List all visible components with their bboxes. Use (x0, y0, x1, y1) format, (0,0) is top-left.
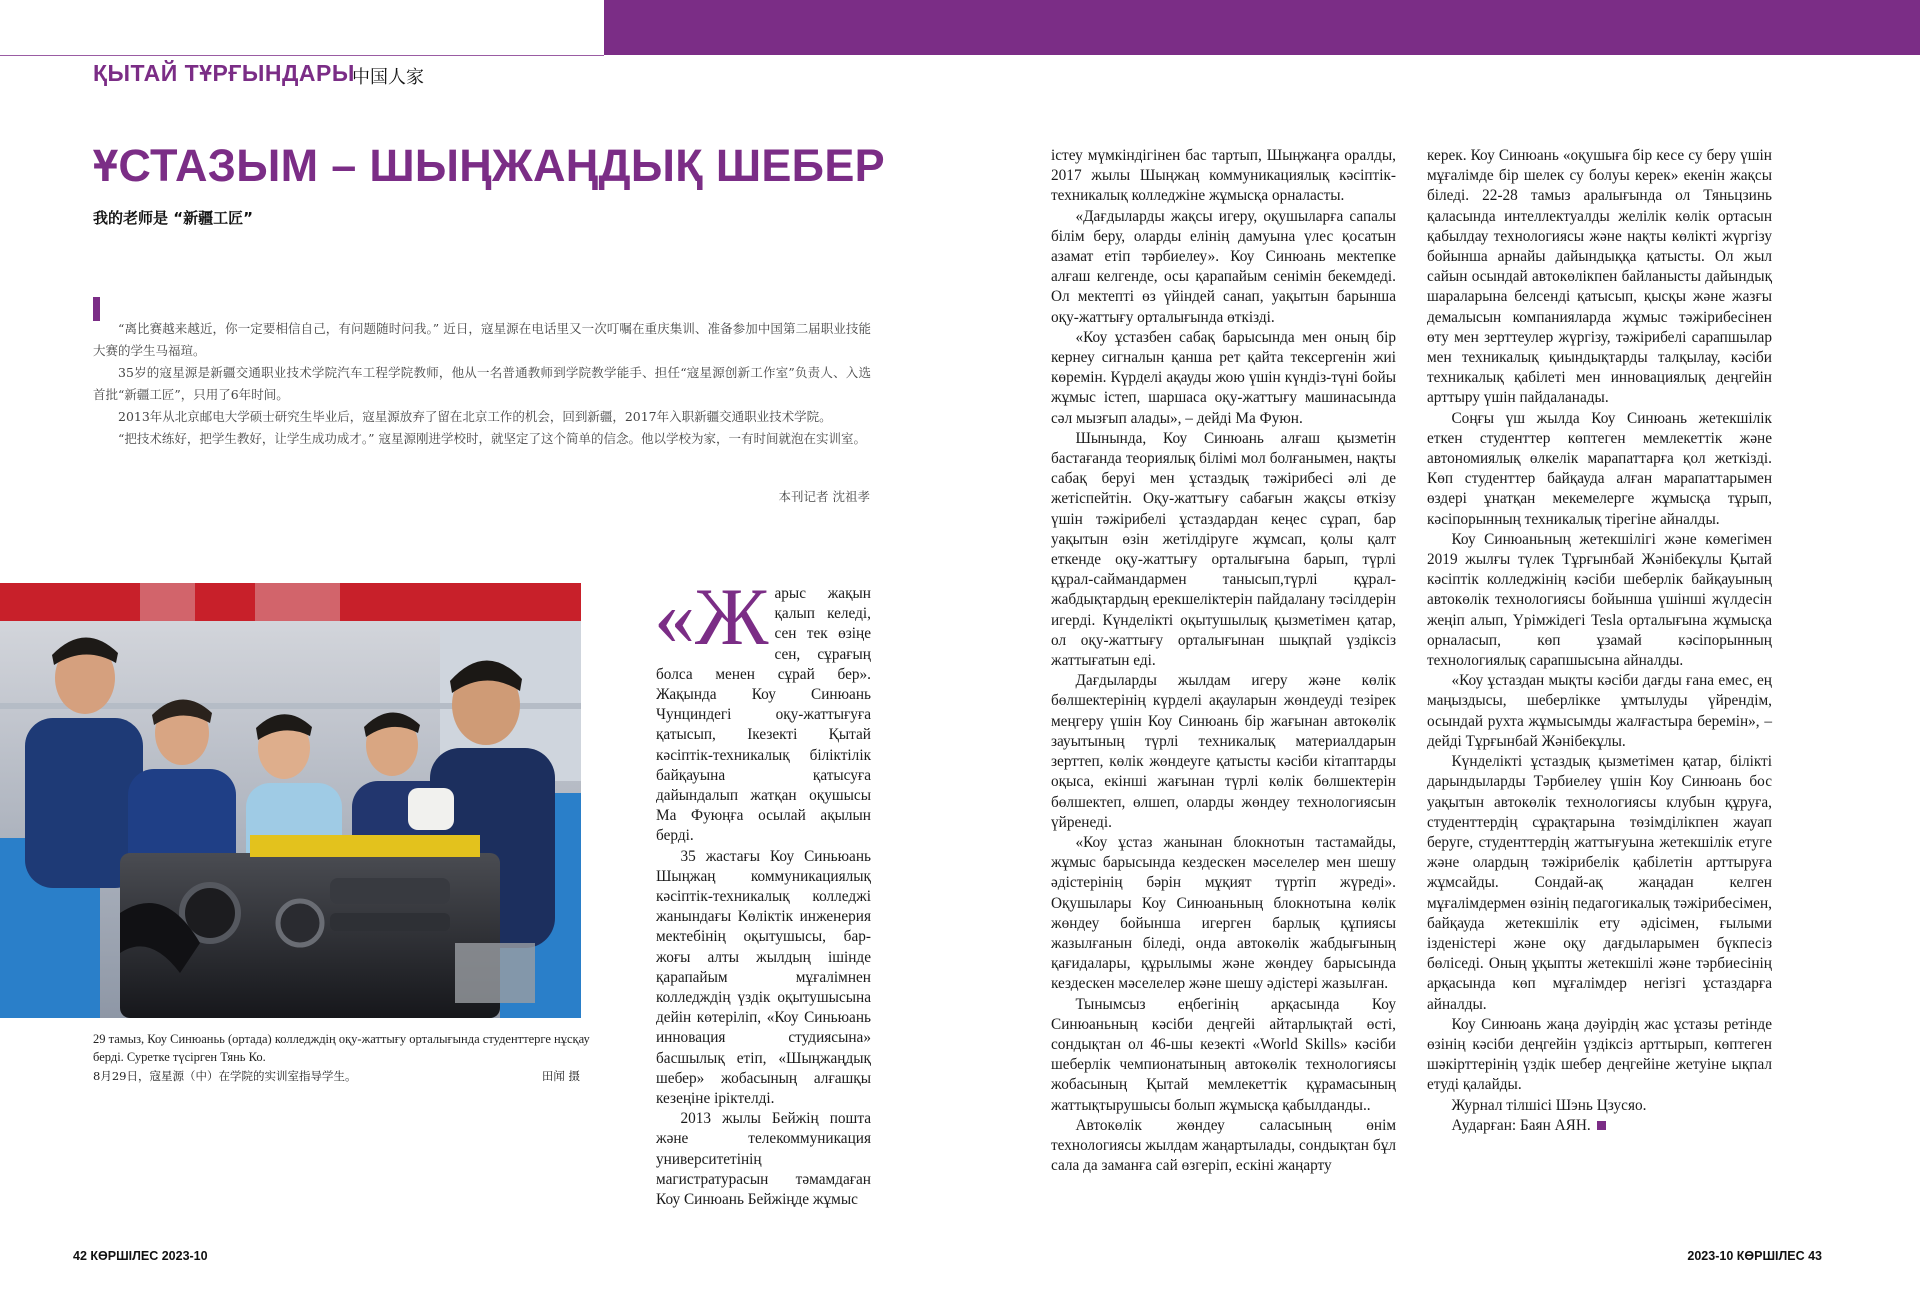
body-paragraph: Соңғы үш жылда Коу Синюань жетекшілік еткен студенттер көптеген мемлекеттік және автономиялық өлкелік марапаттарға қол жеткізді. Көп студенттер байқауда алған марапаттарымен өздері ұнатқан мекемелерге жұмысқа тұрып, кәсіпорынның техникалық тірегіне айналды. (1427, 409, 1772, 528)
body-paragraph: Күнделікті ұстаздық қызметімен қатар, білікті дарындыларды Тәрбиелеу үшін Коу Синюань бос уақытын автокөлік технологиясы клубын құруға, студенттердің сұрақтарына төзімділікпен жауап беруге, студенттердің жаттығуына жетекшілік етуге және олардың тәжірибелік қабілетін арттыруға жұмсайды. Сондай-ақ жаңадан келген мұғалімдермен өзінің педагогикалық тәжірибесімен, байқауда жетекшілік ету әдісімен, ғылыми ізденістері және оқу дағдыларымен бүкпесіз бөліседі. Оның ұқыпты жетекшілі және тәрбиесінің арқасында көп мұғалімдер негізгі ұстаздарға айналды. (1427, 753, 1772, 1013)
signature-journalist: Журнал тілшісі Шэнь Цзусяо. (1451, 1096, 1647, 1114)
article-title: ҰСТАЗЫМ – ШЫҢЖАҢДЫҚ ШЕБЕР (93, 140, 885, 191)
drop-cap: «Ж (654, 571, 769, 662)
body-paragraph: «Коу ұстаз жанынан блокнотын тастамайды, жұмыс барысында кездескен мәселелер мен шешу әдістерінің бәрін мұқият түртіп жүреді». Оқушылары Коу Синюаньның блокнотына көлік жөндеу бойынша игерген барлық құпиясы жазылғанын біледі, онда автокөлік жабдығының қағидалары, құрылымы және жөндеу барысында кездескен мәселелер және шешу әдістері жазылған. (1051, 833, 1396, 993)
body-paragraph: «Коу ұстазбен сабақ барысында мен оның бір кернеу сигналын қанша рет қайта тексергенін жиі көремін. Күрделі ақауды жою үшін күндіз-түні бойы жұмыс істеп, шаршаса оқу-жаттығу машинасында сәл мызғып алады», – дейді Ма Фуюн. (1051, 328, 1396, 427)
top-rule (0, 55, 604, 56)
intro-cn-paragraph: 35岁的寇星源是新疆交通职业技术学院汽车工程学院教师，他从一名普通教师到学院教学能手、担任“寇星源创新工作室”负责人、入选首批“新疆工匠”，只用了6年时间。 (93, 365, 871, 402)
body-paragraph: «Дағдыларды жақсы игеру, оқушыларға сапалы білім беру, оларды елінің дамуына үлес қосатын азамат етіп тәрбиелеу». Коу Синюань мектепке алғаш келгенде, осы қарапайым сенімін бекемдеді. Ол мектепті өз үйіндей санап, уақытын барынша оқу-жаттығу орталығында өткізді. (1051, 207, 1396, 326)
photo-caption-kz: 29 тамыз, Коу Синюаньь (ортада) колледждің оқу-жаттығу орталығында студенттерге нұсқау берді. Суретке түсірген Тянь Ко. (93, 1032, 590, 1064)
body-paragraph: Коу Синюаньның жетекшілігі және көмегімен 2019 жылғы түлек Тұрғынбай Жәнібекұлы Қытай кәсіптік колледжінің кәсіби шеберлік байқауының автокөлік технологиясы бойынша үшінші жүлдесін жеңіп алып, Үрімжідегі Tesla орталығына жұмысқа орналасып, көп ұзамай кәсіпорынның технологиялық сарапшысына айналды. (1427, 530, 1772, 670)
text-column-2 (1051, 146, 1396, 1176)
intro-cn-paragraph: “把技术练好，把学生教好，让学生成功成才。” 寇星源刚进学校时，就坚定了这个简单的信念。他以学校为家，一有时间就泡在实训室。 (118, 431, 867, 446)
text-column-1 (654, 571, 871, 1210)
body-paragraph: Дағдыларды жылдам игеру және көлік бөлшектерінің күрделі ақауларын жөндеуді тезірек меңгеру үшін Коу Синюань бір жағынан автокөлік зауытының түрлі техникалық материалдарын зерттеп, көлік жөндеуге қатысты кәсіби кітаптарды оқыса, екінші жағынан түрлі көлік бөлшектерін бөлшектеп, өлшеп, оларды жөндеу технологиясын үйренеді. (1051, 672, 1396, 831)
signature-translator (1427, 1116, 1772, 1136)
body-paragraph: «Коу ұстаздан мықты кәсіби дағды ғана емес, ең маңыздысы, шеберлікке ұмтылуды үйрендім, осындай рухта жұмысымды жалғастыра беремін», – дейді Тұрғынбай Жәнібекұлы. (1427, 672, 1772, 750)
footer-left-folio: 42 КӨРШІЛЕС 2023-10 (73, 1249, 208, 1263)
body-paragraph: 35 жастағы Коу Синьюань Шыңжаң коммуникациялық кәсіптік-техникалық колледжі жанындағы Көліктік инженерия мектебінің оқытушысы, бар-жоғы алты жылдың ішінде қарапайым мұғалімнен колледждің үздік оқытушысына дейін көтеріліп, «Коу Синьюань инновация студиясына» басшылық етіп, «Шыңжаңдық шебер» жобасының алғашқы кезеңіне іріктелді. (656, 847, 871, 1108)
photo-credit: 田闻 摄 (541, 1069, 580, 1083)
article-photo (0, 583, 581, 1018)
section-title-cn: 中国人家 (352, 67, 424, 88)
intro-cn-paragraph: “离比赛越来越近，你一定要相信自己，有问题随时问我。” 近日，寇星源在电话里又一次叮嘱在重庆集训、准备参加中国第二届职业技能大赛的学生马福瑄。 (93, 321, 871, 358)
body-paragraph: істеу мүмкіндігінен бас тартып, Шыңжаңға оралды, 2017 жылы Шыңжаң коммуникациялық кәсіптік-техникалық колледжіне жұмысқа орналасты. (1051, 147, 1396, 205)
body-paragraph: Шынында, Коу Синюань алғаш қызметін бастағанда теориялық білімі мол болғанымен, нақты сабақ беруі мен ұстаздық тәжірибесі әлі де жетіспейтін. Оқу-жаттығу сабағын жақсы өткізу үшін тәжірибелі ұстаздардан кеңес сұрап, бар уақытын өзін жетілдіруге жұмсап, қолы қалт еткенде оқу-жаттығу орталығына барып, түрлі құрал-саймандармен танысып,түрлі құрал-жабдықтардың ерекшеліктерін пайдалану тәсілдерін игерді. Күнделікті оқытушылық қызметімен қатар, ол оқу-жаттығу орталығынан шықпай үздіксіз жаттығатын еді. (1051, 429, 1396, 670)
section-title: ҚЫТАЙ ТҰРҒЫНДАРЫ (93, 60, 355, 86)
body-paragraph: Коу Синюань жаңа дәуірдің жас ұстазы ретінде өзінің кәсіби деңгейін үздіксіз арттырып, көптеген шәкірттерінің үздік шебер деңгейіне жетуіне ықпал етуді қалайды. (1427, 1015, 1772, 1094)
photo-caption-cn: 8月29日，寇星源（中）在学院的实训室指导学生。 (93, 1069, 357, 1083)
body-paragraph: Тынымсыз еңбегінің арқасында Коу Синюаньның кәсіби деңгейі айтарлықтай өсті, сондықтан ол 46-шы кезекті «World Skills» кәсіби шеберлік чемпионатының автокөлік технологиясы жобасының Қытай мемлекеттік құрамасының жаттықтырушысы болып жұмысқа қабылданды.. (1051, 995, 1396, 1114)
text-column-3 (1427, 146, 1772, 1136)
author-cn: 本刊记者 沈祖孝 (778, 489, 870, 504)
intro-cn-paragraph: 2013年从北京邮电大学硕士研究生毕业后，寇星源放弃了留在北京工作的机会，回到新疆，2017年入职新疆交通职业技术学院。 (118, 409, 832, 424)
translator-text: Аударған: Баян АЯН. (1451, 1116, 1591, 1134)
footer-right-folio: 2023-10 КӨРШІЛЕС 43 (1687, 1249, 1822, 1263)
body-paragraph: Автокөлік жөндеу саласының өнім технологиясы жылдам жаңартылады, сондықтан бұл сала да заманға сай өзгеріп, ескіні жаңарту (1051, 1116, 1396, 1175)
body-paragraph: керек. Коу Синюань «оқушыға бір кесе су беру үшін мұғалімде бір шелек су болуы керек» екенін жақсы біледі. 22-28 тамыз аралығында ол Тяньцзинь қаласында интеллектуалды желілік көлік ортасын қабылдау технологиясы және нақты көлікті жүргізу бойынша арнайы дайындыққа қатысты. Ол жыл сайын осындай автокөлікпен байланысты дайындық шараларына белсенді қатысып, қысқы және жазғы демалысын компанияларда жұмыс тәжірибесінен өту мен зерттеулер жүргізу, тәжірибелі сарапшылар мен техникалық қиындықтарды талқылау, кәсіби техникалық қабілеті мен инновациялық деңгейін арттыру үшін пайдаланады. (1427, 147, 1772, 407)
article-subtitle-cn: 我的老师是 “新疆工匠” (93, 209, 253, 227)
body-paragraph: арыс жақын қалып келеді, сен тек өзіңе сен, сұрағың болса менен сұрай бер». Жақында Коу Синюань Чунциндегі оқу-жаттығуға қатысып, Ікезекті Қытай кәсіптік-техникалық біліктілік байқауына қатысуға дайындалып жатқан оқушысы Ма Фуюңға осылай ақылын берді. (656, 585, 871, 845)
body-paragraph: 2013 жылы Бейжің пошта және телекоммуникация университетінің магистратурасын тәмамдаған Коу Синюань Бейжіңде жұмыс (656, 1110, 871, 1209)
end-mark-icon (1597, 1121, 1606, 1130)
top-accent-bar (604, 0, 1920, 55)
workshop-photo-illustration (0, 583, 581, 1018)
intro-cn (93, 318, 871, 450)
